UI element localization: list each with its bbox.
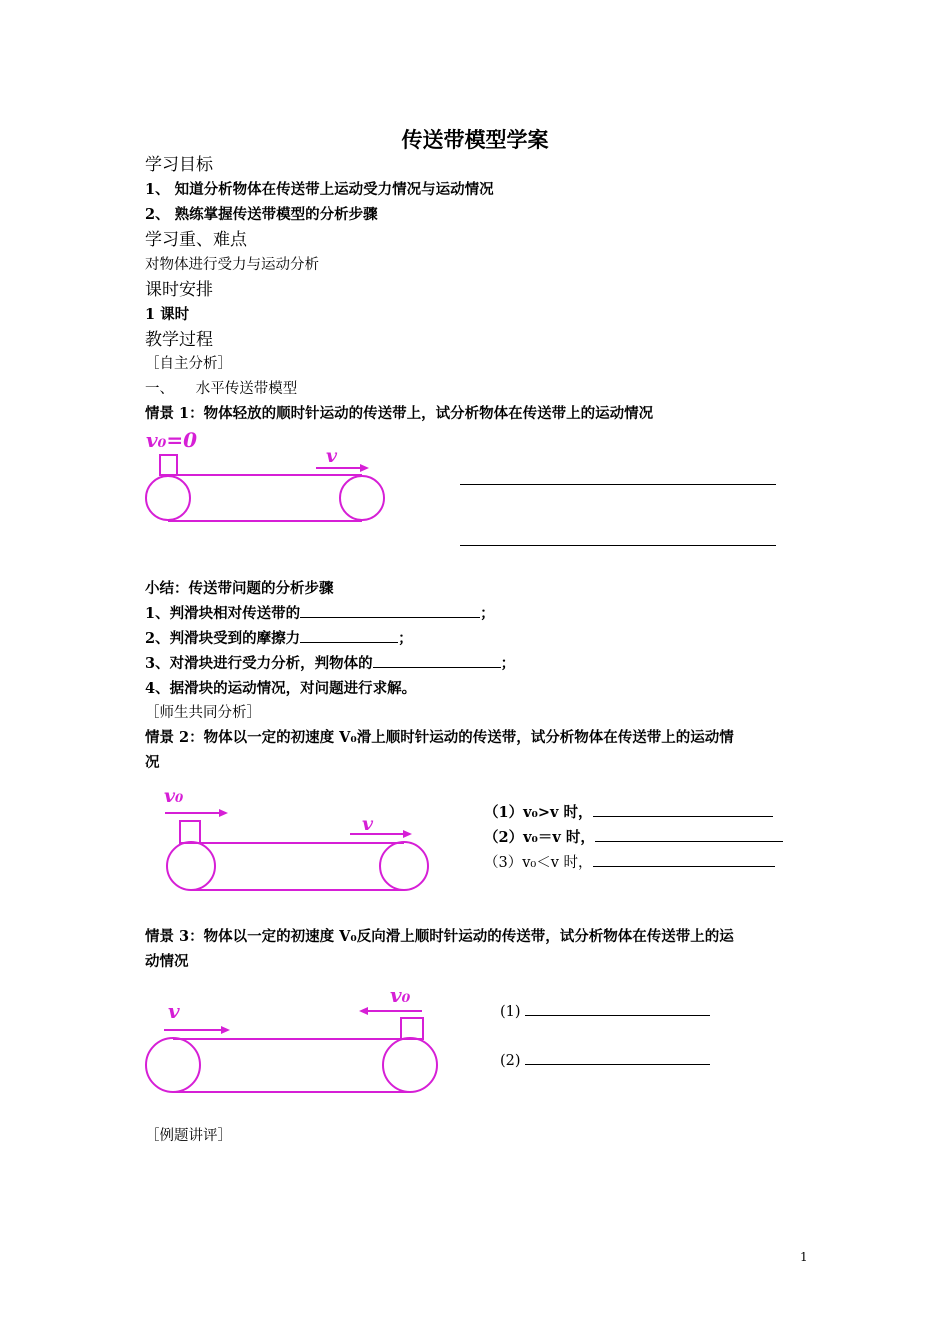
conveyor-diagram-1 xyxy=(140,420,400,530)
answer-line-2[interactable] xyxy=(460,545,776,546)
arrow-head xyxy=(403,830,412,838)
answer-line-1[interactable] xyxy=(460,484,776,485)
v-label: v xyxy=(326,445,338,467)
self-analysis-label: ［自主分析］ xyxy=(145,356,232,372)
case2-blank[interactable] xyxy=(595,827,783,842)
left-pulley xyxy=(146,476,190,520)
summary-step-1 xyxy=(145,602,495,623)
v0-label: v₀=0 xyxy=(146,428,198,452)
v0-arrow-head xyxy=(219,809,228,817)
case1-label: （1）v₀>v 时， xyxy=(484,804,593,821)
summary-step-3 xyxy=(145,652,515,673)
joint-analysis-label: ［师生共同分析］ xyxy=(145,705,261,721)
part-one-heading: 一、 水平传送带模型 xyxy=(145,381,298,397)
case2-label: (2) xyxy=(500,1053,521,1069)
case1-label: (1) xyxy=(500,1004,521,1020)
schedule-text: 1 课时 xyxy=(145,306,190,323)
step3-suffix: ； xyxy=(500,655,516,672)
case3-blank[interactable] xyxy=(593,852,775,867)
scenario2-case-3 xyxy=(484,851,775,872)
left-pulley xyxy=(167,842,215,890)
step2-suffix: ； xyxy=(398,630,413,647)
right-pulley xyxy=(340,476,384,520)
step2-text: 2、判滑块受到的摩擦力 xyxy=(145,630,301,647)
example-review-label: ［例题讲评］ xyxy=(145,1128,232,1144)
scenario2-case-2 xyxy=(484,826,783,847)
page-number: 1 xyxy=(800,1250,808,1264)
case1-blank[interactable] xyxy=(593,802,773,817)
summary-step-4: 4、据滑块的运动情况，对问题进行求解。 xyxy=(145,680,417,697)
v0-arrow-head xyxy=(359,1007,368,1015)
process-heading: 教学过程 xyxy=(145,330,213,350)
conveyor-diagram-3 xyxy=(140,980,450,1100)
left-pulley xyxy=(146,1038,200,1092)
summary-heading: 小结：传送带问题的分析步骤 xyxy=(145,580,334,597)
step1-suffix: ； xyxy=(480,605,495,622)
step3-blank[interactable] xyxy=(373,653,501,668)
objective-1: 1、 知道分析物体在传送带上运动受力情况与运动情况 xyxy=(145,181,494,198)
objective-2: 2、 熟练掌握传送带模型的分析步骤 xyxy=(145,206,378,223)
scenario2-case-1 xyxy=(484,801,773,822)
right-pulley xyxy=(383,1038,437,1092)
objectives-heading: 学习目标 xyxy=(145,155,213,175)
block xyxy=(180,821,200,843)
v0-label: v₀ xyxy=(390,983,411,1007)
block xyxy=(160,455,177,475)
scenario3-text-line1: 情景 3：物体以一定的初速度 V₀反向滑上顺时针运动的传送带，试分析物体在传送带上的运 xyxy=(145,928,734,945)
step2-blank[interactable] xyxy=(300,628,398,643)
key-points-heading: 学习重、难点 xyxy=(145,230,247,250)
case2-label: （2）v₀＝v 时， xyxy=(484,829,595,846)
scenario3-case-2 xyxy=(500,1050,710,1069)
summary-step-2 xyxy=(145,627,413,648)
right-pulley xyxy=(380,842,428,890)
v0-label: v₀ xyxy=(164,785,184,807)
conveyor-diagram-2 xyxy=(160,780,440,895)
v-label: v xyxy=(362,813,374,835)
block xyxy=(401,1018,423,1039)
step1-text: 1、判滑块相对传送带的 xyxy=(145,605,301,622)
case2-blank[interactable] xyxy=(525,1050,710,1065)
schedule-heading: 课时安排 xyxy=(145,280,213,300)
case1-blank[interactable] xyxy=(525,1001,710,1016)
scenario3-case-1 xyxy=(500,1001,710,1020)
scenario1-text: 情景 1：物体轻放的顺时针运动的传送带上，试分析物体在传送带上的运动情况 xyxy=(145,405,654,422)
case3-label: （3）v₀＜v 时， xyxy=(484,855,593,871)
page-title: 传送带模型学案 xyxy=(401,127,549,152)
key-points-text: 对物体进行受力与运动分析 xyxy=(145,257,319,273)
scenario3-text-line2: 动情况 xyxy=(145,953,189,970)
step1-blank[interactable] xyxy=(300,603,480,618)
v-label: v xyxy=(168,999,180,1023)
step3-text: 3、对滑块进行受力分析，判物体的 xyxy=(145,655,373,672)
arrow-head xyxy=(221,1026,230,1034)
scenario2-text-line1: 情景 2：物体以一定的初速度 V₀滑上顺时针运动的传送带，试分析物体在传送带上的运动情 xyxy=(145,729,734,746)
scenario2-text-line2: 况 xyxy=(145,754,160,771)
arrow-head xyxy=(360,464,369,472)
